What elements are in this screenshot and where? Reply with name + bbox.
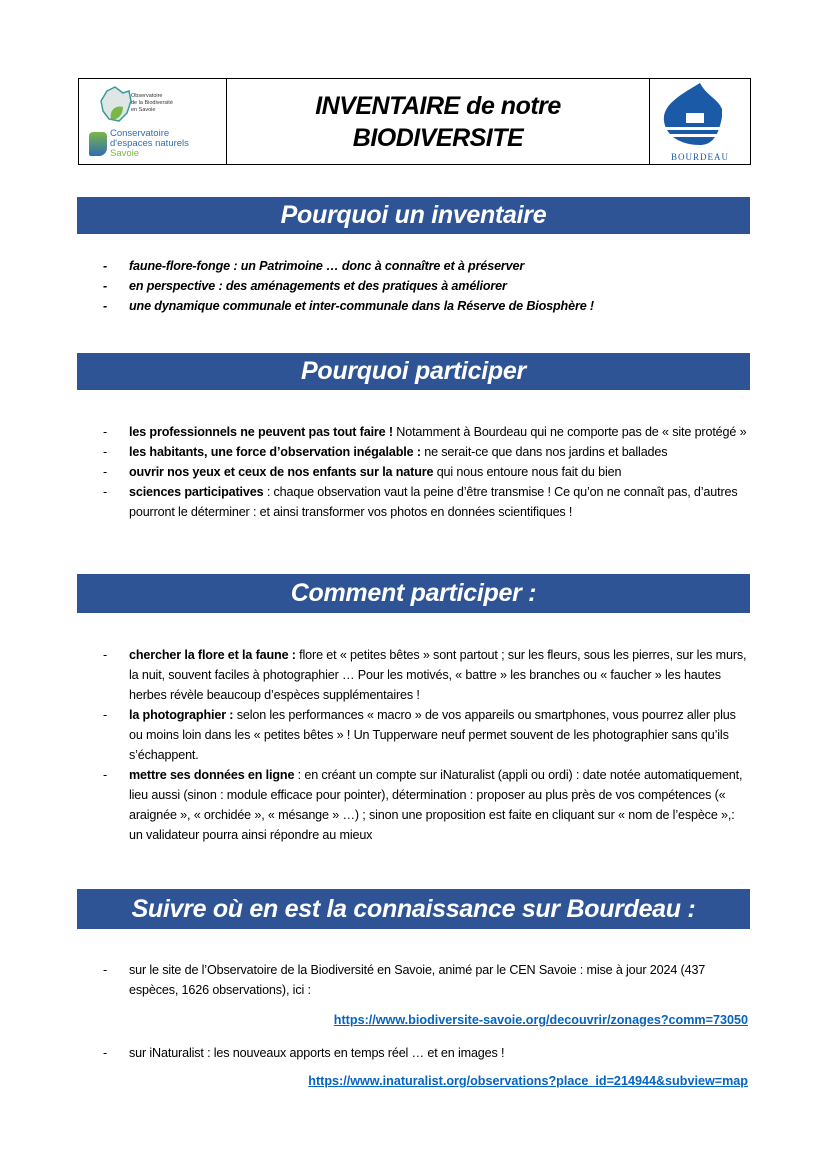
header-table [78,78,751,165]
bourdeau-logo [650,79,750,164]
item-lead: sciences participatives [129,485,264,499]
item-text: flore et « petites bêtes » sont partout ; sur les fleurs, sous les pierres, sur les murs, la nuit, souvent faciles à photographier … Pour les motivés, « battre » les branches ou « faucher » les hautes herbes révèle beaucoup d’espèces supplémentaires ! [129,648,747,702]
biodiversite-savoie-link[interactable]: https://www.biodiversite-savoie.org/decouvrir/zonages?comm=73050 [333,1013,748,1027]
list-item [100,462,750,482]
item-text: : chaque observation vaut la peine d’être transmise ! Ce qu’on ne connaît pas, d’autres pourront le déterminer : et ainsi transformer vos photos en données scientifiques ! [129,485,738,519]
section-heading-how-participate: Comment participer : [77,574,750,613]
svg-text:en Savoie: en Savoie [131,107,156,113]
why-inventory-list [100,256,750,316]
observatoire-logo [79,83,227,127]
page-title [227,79,650,164]
cen-emblem-icon [89,132,107,156]
svg-text:de la Biodiversité: de la Biodiversité [131,100,173,106]
cen-line-3: Savoie [110,148,140,159]
item-lead: la photographier : [129,708,234,722]
list-item: - une dynamique communale et inter-communale dans la Réserve de Biosphère ! [100,296,750,316]
list-item [100,422,750,442]
list-item: - sur le site de l’Observatoire de la Biodiversité en Savoie, animé par le CEN Savoie : mise à jour 2024 (437 espèces, 1626 observations), ici : [100,960,750,1000]
cen-savoie-logo [89,129,189,159]
cen-line-2: d'espaces naturels [110,138,189,149]
item-lead: les habitants, une force d’observation inégalable : [129,445,421,459]
title-line-2: BIODIVERSITE [352,123,524,152]
item-lead: ouvrir nos yeux et ceux de nos enfants sur la nature [129,465,434,479]
item-text: selon les performances « macro » de vos appareils ou smartphones, vous pourrez aller plus ou moins loin dans les « petites bêtes » ! Un Tupperware neuf permet souvent de les photographier sans qu’ils s’échappent. [129,708,736,762]
item-text: ne serait-ce que dans nos jardins et ballades [420,445,668,459]
title-line-1: INVENTAIRE de notre [315,91,561,120]
item-text: qui nous entoure nous fait du bien [433,465,622,479]
bourdeau-emblem-icon [650,81,750,153]
follow-list-1 [100,960,750,1000]
item-text: Notamment à Bourdeau qui ne comporte pas de « site protégé » [392,425,747,439]
section-heading-follow-knowledge: Suivre où en est la connaissance sur Bourdeau : [77,889,750,929]
item-text: : en créant un compte sur iNaturalist (appli ou ordi) : date notée automatiquement, lieu aussi (sinon : module efficace pour pointer), détermination : proposer au plus près de vos compétences (« araignée », « orchidée », « mésange » …) ; sinon une proposition est faite en cliquant sur « nom de l’espèce »,: un validateur pourra ainsi répondre au mieux [129,768,743,842]
list-item [100,442,750,462]
list-item [100,765,750,845]
section-heading-why-participate: Pourquoi participer [77,353,750,390]
list-item [100,705,750,765]
list-item: - sur iNaturalist : les nouveaux apports en temps réel … et en images ! [100,1043,750,1063]
follow-list-2 [100,1043,750,1063]
why-participate-list [100,422,750,522]
partner-logos [79,79,227,164]
section-heading-why-inventory: Pourquoi un inventaire [77,197,750,234]
item-lead: mettre ses données en ligne [129,768,295,782]
svg-text:Observatoire: Observatoire [131,93,163,99]
list-item: - faune-flore-fonge : un Patrimoine … donc à connaître et à préserver [100,256,750,276]
how-participate-list [100,645,750,845]
cen-line-1: Conservatoire [110,128,170,139]
list-item [100,482,750,522]
inaturalist-link[interactable]: https://www.inaturalist.org/observations?place_id=214944&subview=map [308,1074,748,1088]
item-lead: les professionnels ne peuvent pas tout faire ! [129,425,393,439]
list-item [100,645,750,705]
bourdeau-label: BOURDEAU [670,152,729,162]
item-lead: chercher la flore et la faune : [129,648,296,662]
list-item: - en perspective : des aménagements et des pratiques à améliorer [100,276,750,296]
